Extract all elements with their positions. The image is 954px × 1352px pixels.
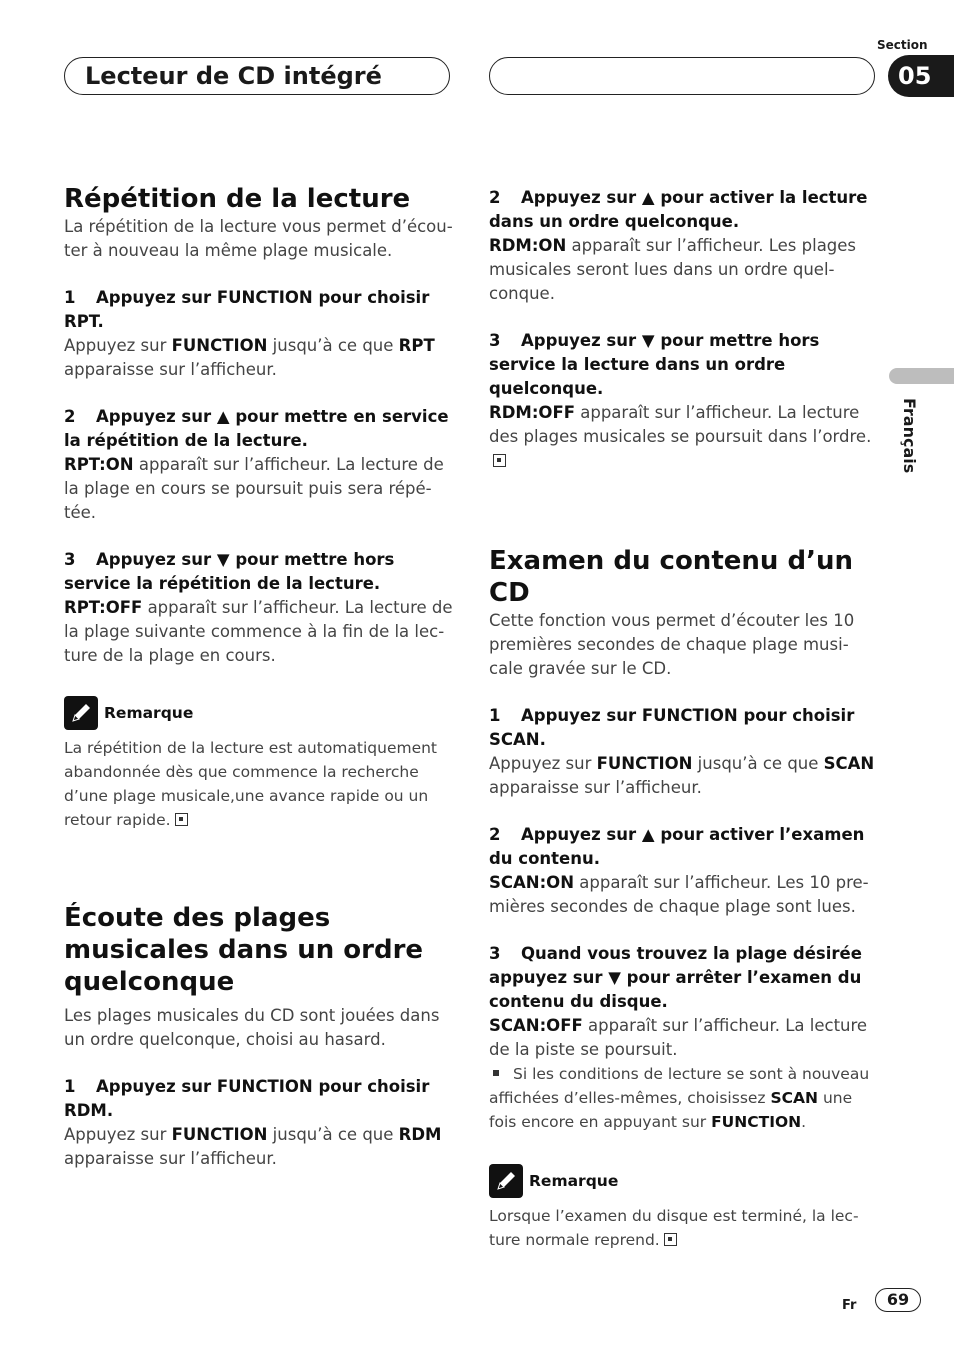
pencil-note-icon — [64, 696, 98, 730]
step-body: RDM:ON apparaît sur l’afficheur. Les plages musicales seront lues dans un ordre quel-conque. — [489, 236, 857, 303]
section-number: 05 — [888, 55, 954, 97]
page-number: 69 — [875, 1288, 921, 1312]
note-title: Remarque — [104, 704, 194, 722]
bullet-item: Si les conditions de lecture se sont à nouveau affichées d’elles-mêmes, choisissez SCAN une fois encore en appuyant sur FUNCTION. — [489, 1065, 870, 1131]
step-heading: 1 Appuyez sur FUNCTION pour choisir SCAN. — [489, 706, 855, 749]
step-body: Appuyez sur FUNCTION jusqu’à ce que RPT apparaisse sur l’afficheur. — [64, 336, 435, 379]
step-heading: 2 Appuyez sur ▲ pour mettre en service la répétition de la lecture. — [64, 407, 449, 450]
section-title-random: Écoute des plages musicales dans un ordre quelconque — [64, 903, 424, 997]
note-box — [64, 696, 454, 832]
end-mark-icon — [664, 1233, 677, 1246]
note-title: Remarque — [529, 1172, 619, 1190]
step-body: RPT:OFF apparaît sur l’afficheur. La lecture de la plage suivante commence à la fin de la lec-ture de la plage en cours. — [64, 598, 453, 665]
step-heading: 3 Quand vous trouvez la plage désirée appuyez sur ▼ pour arrêter l’examen du contenu du disque. — [489, 944, 862, 1011]
footer-language-code: Fr — [842, 1298, 857, 1313]
step-body: RPT:ON apparaît sur l’afficheur. La lecture de la plage en cours se poursuit puis sera répé-tée. — [64, 455, 444, 522]
section-title-repeat: Répétition de la lecture — [64, 184, 411, 214]
end-mark-icon — [493, 454, 506, 467]
section-intro-repeat: La répétition de la lecture vous permet d’écou-ter à nouveau la même plage musicale. — [64, 217, 453, 260]
section-intro-random: Les plages musicales du CD sont jouées dans un ordre quelconque, choisi au hasard. — [64, 1006, 440, 1049]
end-mark-icon — [175, 813, 188, 826]
section-intro-scan: Cette fonction vous permet d’écouter les 10 premières secondes de chaque plage musi-cale gravée sur le CD. — [489, 611, 855, 678]
step-body: SCAN:OFF apparaît sur l’afficheur. La lecture de la piste se poursuit. — [489, 1016, 868, 1059]
step-heading: 1 Appuyez sur FUNCTION pour choisir RPT. — [64, 288, 430, 331]
step-heading: 2 Appuyez sur ▲ pour activer l’examen du contenu. — [489, 825, 865, 868]
step-heading: 3 Appuyez sur ▼ pour mettre hors service la répétition de la lecture. — [64, 550, 395, 593]
language-tab-marker — [889, 368, 954, 384]
square-bullet-icon — [493, 1070, 499, 1076]
pencil-note-icon — [489, 1164, 523, 1198]
step-body: Appuyez sur FUNCTION jusqu’à ce que RDM apparaisse sur l’afficheur. — [64, 1125, 442, 1168]
chapter-title: Lecteur de CD intégré — [64, 57, 450, 95]
step-heading: 2 Appuyez sur ▲ pour activer la lecture dans un ordre quelconque. — [489, 188, 868, 231]
left-column — [64, 183, 454, 1171]
language-tab-label: Français — [900, 398, 919, 474]
step-heading: 1 Appuyez sur FUNCTION pour choisir RDM. — [64, 1077, 430, 1120]
step-body: SCAN:ON apparaît sur l’afficheur. Les 10 pre-mières secondes de chaque plage sont lues. — [489, 873, 869, 916]
note-text: La répétition de la lecture est automatiquement abandonnée dès que commence la recherche d’une plage musicale,une avance rapide ou un retour rapide. — [64, 739, 438, 829]
step-heading: 3 Appuyez sur ▼ pour mettre hors service la lecture dans un ordre quelconque. — [489, 331, 820, 398]
note-text: Lorsque l’examen du disque est terminé, la lec-ture normale reprend. — [489, 1207, 859, 1249]
step-body: Appuyez sur FUNCTION jusqu’à ce que SCAN apparaisse sur l’afficheur. — [489, 754, 875, 797]
note-box — [489, 1164, 879, 1252]
header-blank-box — [489, 57, 875, 95]
section-title-scan: Examen du contenu d’un CD — [489, 546, 853, 608]
section-label: Section — [877, 38, 928, 52]
step-body: RDM:OFF apparaît sur l’afficheur. La lecture des plages musicales se poursuit dans l’ordre. — [489, 401, 879, 473]
right-column — [489, 186, 879, 1252]
